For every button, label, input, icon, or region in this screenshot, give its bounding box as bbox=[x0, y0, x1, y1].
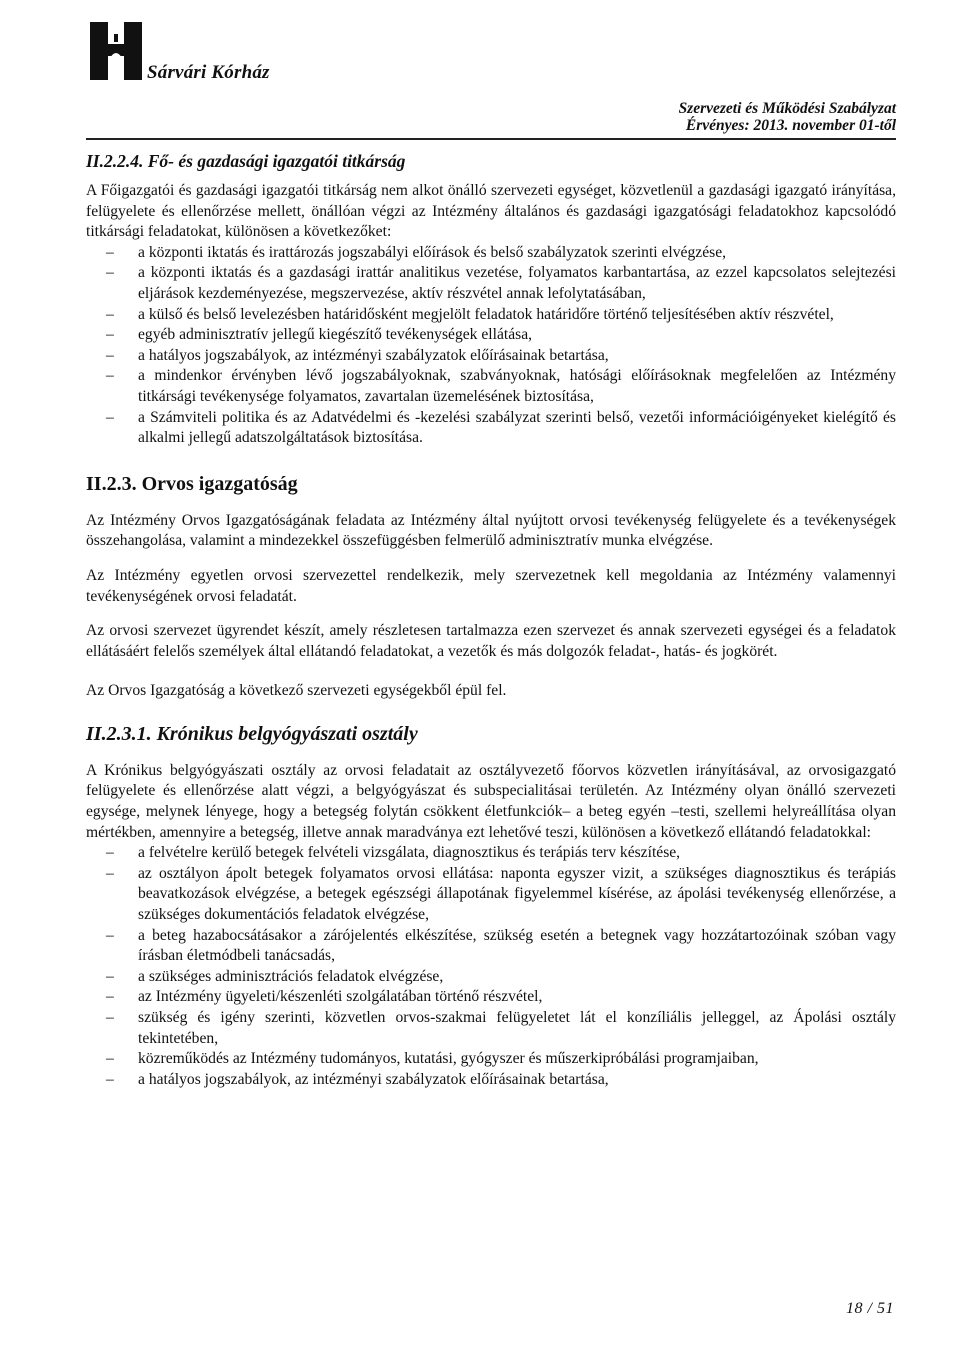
task-list-kronikus-belgyogyaszat bbox=[86, 843, 896, 1090]
section-heading-kronikus-belgyogyaszat: II.2.3.1. Krónikus belgyógyászati osztály bbox=[86, 722, 418, 745]
list-item: – közreműködés az Intézmény tudományos, kutatási, gyógyszer és műszerkipróbálási programjaiban, bbox=[86, 1049, 896, 1070]
document-title bbox=[679, 100, 896, 134]
section-heading-titkarsag: II.2.2.4. Fő- és gazdasági igazgatói titkárság bbox=[86, 151, 406, 171]
list-item: – a felvételre kerülő betegek felvételi vizsgálata, diagnosztikus és terápiás terv készítése, bbox=[86, 843, 896, 864]
paragraph: Az Orvos Igazgatóság a következő szervezeti egységekből épül fel. bbox=[86, 682, 507, 700]
page-header bbox=[86, 14, 896, 132]
list-item: – a külső és belső levelezésben határidősként megjelölt feladatok határidőre történő teljesítésében aktív részvétel, bbox=[86, 305, 896, 326]
hospital-name: Sárvári Kórház bbox=[147, 62, 270, 83]
list-item: – a központi iktatás és irattározás jogszabályi előírások és belső szabályzatok szerinti elvégzése, bbox=[86, 243, 896, 264]
list-item: – szükség és igény szerinti, közvetlen orvos-szakmai felügyeletet lát el konzíliális jelleggel, az Ápolási osztály tekintetében, bbox=[86, 1008, 896, 1049]
header-divider bbox=[86, 138, 896, 140]
paragraph: Az Intézmény Orvos Igazgatóságának feladata az Intézmény által nyújtott orvosi tevékenység felügyelete és a tevékenységek összehangolása, valamint a mindezekkel összefüggésben felmerülő adminisztratív munka elvégzése. bbox=[86, 511, 896, 550]
document-title-line: Szervezeti és Működési Szabályzat bbox=[678, 100, 896, 117]
section-heading-orvos-igazgatosag: II.2.3. Orvos igazgatóság bbox=[86, 472, 298, 495]
list-item: – a Számviteli politika és az Adatvédelmi és -kezelési szabályzat szerinti belső, vezetői információigényeket kielégítő és alkalmi jellegű adatszolgáltatások biztosítása. bbox=[86, 408, 896, 449]
list-item: – az Intézmény ügyeleti/készenléti szolgálatában történő részvétel, bbox=[86, 987, 896, 1008]
list-item: – a szükséges adminisztrációs feladatok elvégzése, bbox=[86, 967, 896, 988]
hospital-logo-icon bbox=[86, 14, 146, 84]
list-item: – a hatályos jogszabályok, az intézményi szabályzatok előírásainak betartása, bbox=[86, 346, 896, 367]
list-item: – a hatályos jogszabályok, az intézményi szabályzatok előírásainak betartása, bbox=[86, 1070, 896, 1091]
section-intro-kronikus-belgyogyaszat: A Krónikus belgyógyászati osztály az orvosi feladatait az osztályvezető főorvos közvetlen irányításával, az orvosigazgató felügyelete és ellenőrzése alatt végzi, a belgyógyászat és subspecialitásai területén. Az Intézmény olyan önálló szervezeti egysége, melynek lényege, hogy a betegség folytán csökkent életfunkciók– a beteg egyén –testi, szellemi helyreállítása olyan mértékben, amennyire a betegség, illetve annak maradványa ezt lehetővé teszi, különösen a következő ellátandó feladatokkal: bbox=[86, 761, 896, 841]
page-number: 18 / 51 bbox=[846, 1300, 894, 1317]
document-validity-line: Érvényes: 2013. november 01-től bbox=[685, 117, 896, 134]
list-item: – az osztályon ápolt betegek folyamatos orvosi ellátása: naponta egyszer vizit, a szükséges diagnosztikus és terápiás beavatkozások elvégzése, a betegek egészségi állapotának figyelemmel kísérése, az ápolási tevékenység ellenőrzése, a szükséges dokumentációs feladatok elvégzése, bbox=[86, 864, 896, 926]
list-item: – a mindenkor érvényben lévő jogszabályoknak, szabványoknak, hatósági előírásoknak megfelelően az Intézmény titkársági tevékenysége folyamatos, zavartalan üzemelésének biztosítása, bbox=[86, 366, 896, 407]
list-item: – a központi iktatás és a gazdasági irattár analitikus vezetése, folyamatos karbantartása, az ezzel kapcsolatos selejtezési eljárások kezdeményezése, megszervezése, aktív részvétel annak lefolytatásában, bbox=[86, 263, 896, 304]
list-item: – egyéb adminisztratív jellegű kiegészítő tevékenységek ellátása, bbox=[86, 325, 896, 346]
task-list-titkarsag bbox=[86, 243, 896, 449]
paragraph: Az orvosi szervezet ügyrendet készít, amely részletesen tartalmazza ezen szervezet és annak szervezeti egységei és a feladatok ellátásáért felelős személyek által ellátandó feladatokat, a vezetők és más dolgozók feladat-, hatás- és jogkörét. bbox=[86, 622, 896, 660]
paragraph: Az Intézmény egyetlen orvosi szervezettel rendelkezik, mely szervezetnek kell megoldania az Intézmény valamennyi tevékenységének orvosi feladatát. bbox=[86, 566, 896, 605]
list-item: – a beteg hazabocsátásakor a zárójelentés elkészítése, szükség esetén a betegnek vagy hozzátartozóinak szóban vagy írásban életmódbeli tanácsadás, bbox=[86, 926, 896, 967]
section-intro-titkarsag: A Főigazgatói és gazdasági igazgatói titkárság nem alkot önálló szervezeti egységet, közvetlenül a gazdasági igazgató irányítása, felügyelete és ellenőrzése mellett, önállóan végzi az Intézmény általános és gazdasági igazgatósági feladatokhoz kapcsolódó titkársági feladatokat, különösen a következőket: bbox=[86, 182, 896, 241]
document-body bbox=[86, 150, 896, 1090]
